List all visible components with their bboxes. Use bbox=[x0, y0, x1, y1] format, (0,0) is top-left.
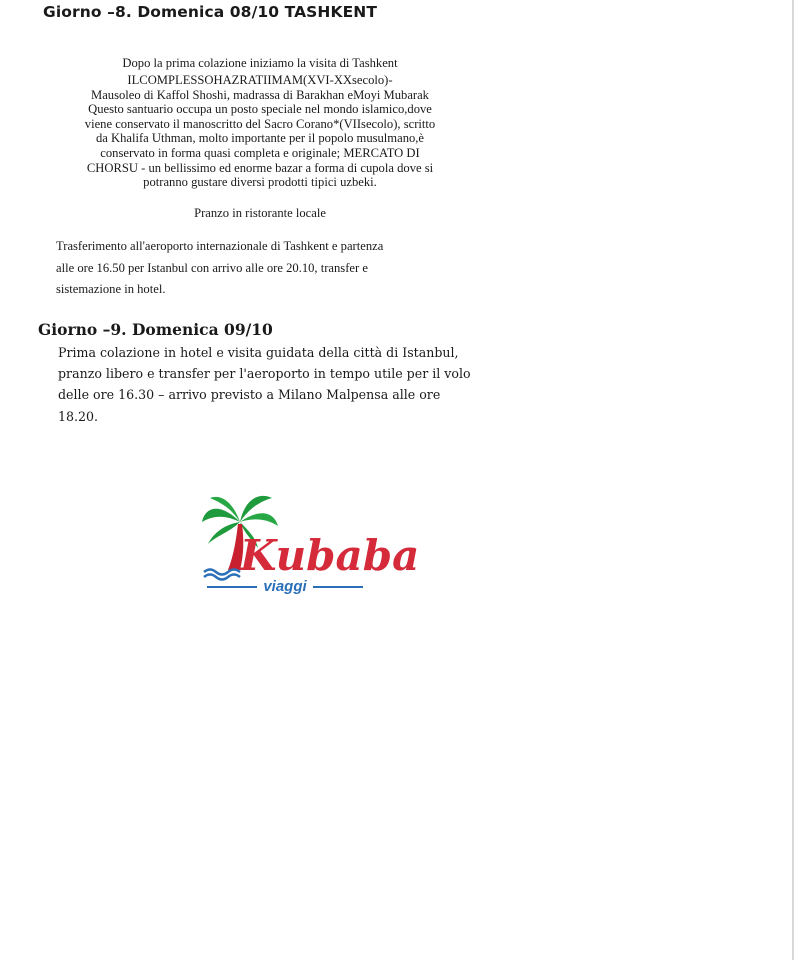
logo-caption-text: viaggi bbox=[263, 578, 307, 595]
day9-line: delle ore 16.30 – arrivo previsto a Milano Malpensa alle ore bbox=[58, 387, 441, 403]
description-line: potranno gustare diversi prodotti tipici uzbeki. bbox=[143, 175, 377, 190]
description-line: conservato in forma quasi completa e originale; MERCATO DI bbox=[100, 145, 420, 160]
brand-wordmark: Kubaba bbox=[240, 531, 420, 580]
day9-line: Prima colazione in hotel e visita guidata della città di Istanbul, bbox=[58, 345, 459, 360]
day8-description bbox=[40, 73, 480, 190]
palm-tree-icon bbox=[200, 492, 420, 580]
description-line: Mausoleo di Kaffol Shoshi, madrassa di Barakhan eMoyi Mubarak bbox=[91, 87, 429, 102]
kubaba-logo bbox=[200, 492, 420, 604]
day9-line: pranzo libero e transfer per l'aeroporto in tempo utile per il volo bbox=[58, 366, 471, 382]
day9-heading: Giorno –9. Domenica 09/10 bbox=[38, 320, 273, 339]
day9-body bbox=[58, 342, 471, 427]
caption-rule-left bbox=[207, 586, 257, 588]
description-line: viene conservato il manoscritto del Sacro Corano*(VIIsecolo), scritto bbox=[84, 116, 436, 131]
description-line: ILCOMPLESSOHAZRATIIMAM(XVI-XXsecolo)- bbox=[127, 73, 393, 87]
description-line: da Khalifa Uthman, molto importante per il popolo musulmano,è bbox=[95, 131, 425, 146]
day8-lunch: Pranzo in ristorante locale bbox=[194, 206, 326, 220]
day8-transfer bbox=[56, 236, 456, 301]
day8-heading: Giorno –8. Domenica 08/10 TASHKENT bbox=[43, 3, 378, 21]
logo-caption bbox=[200, 578, 370, 596]
transfer-line: Trasferimento all'aeroporto internazionale di Tashkent e partenza bbox=[56, 239, 384, 253]
caption-rule-right bbox=[313, 586, 363, 588]
day9-line: 18.20. bbox=[58, 408, 99, 424]
transfer-line: sistemazione in hotel. bbox=[56, 282, 166, 297]
day8-intro: Dopo la prima colazione iniziamo la visita di Tashkent bbox=[122, 56, 398, 70]
description-line: Questo santuario occupa un posto speciale nel mondo islamico,dove bbox=[88, 102, 432, 117]
page-edge-shadow bbox=[792, 0, 794, 960]
transfer-line: alle ore 16.50 per Istanbul con arrivo alle ore 20.10, transfer e bbox=[56, 260, 368, 275]
description-line: CHORSU - un bellissimo ed enorme bazar a forma di cupola dove si bbox=[86, 160, 434, 175]
